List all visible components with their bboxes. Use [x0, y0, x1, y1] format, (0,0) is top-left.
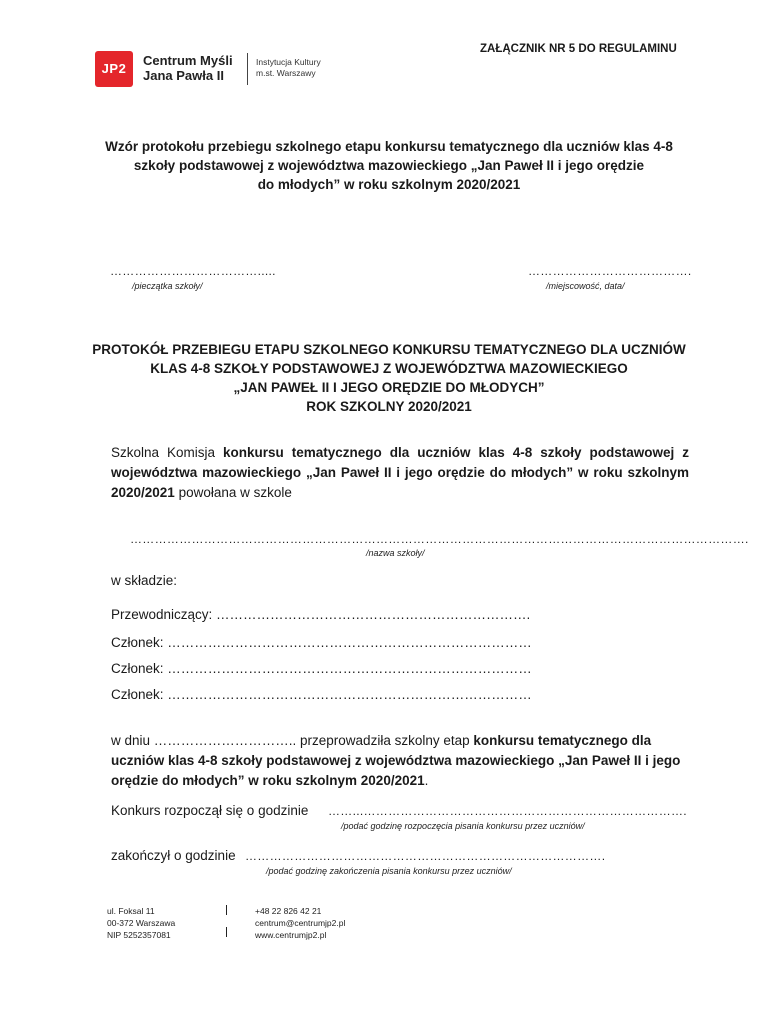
footer-address-line: ul. Foksal 11	[107, 906, 155, 916]
footer-divider	[226, 905, 227, 915]
place-date-field: ………………………………….	[528, 264, 692, 278]
protocol-title-line: KLAS 4-8 SZKOŁY PODSTAWOWEJ Z WOJEWÓDZTWA MAZOWIECKIEGO	[150, 361, 628, 376]
template-title-line: Wzór protokołu przebiegu szkolnego etapu konkursu tematycznego dla uczniów klas 4-8	[105, 139, 673, 154]
conducted-paragraph	[111, 731, 696, 791]
logo-name	[143, 53, 233, 83]
school-stamp-hint: /pieczątka szkoły/	[132, 281, 203, 291]
footer-divider	[226, 927, 227, 937]
template-title-line: do młodych” w roku szkolnym 2020/2021	[257, 177, 521, 192]
footer-website[interactable]: www.centrumjp2.pl	[255, 930, 327, 940]
logo-divider	[247, 53, 248, 85]
member-field: Członek: ………………………………………………………………………	[111, 661, 532, 676]
member-field: Członek: ………………………………………………………………………	[111, 635, 532, 650]
template-title-line: szkoły podstawowej z województwa mazowieckiego „Jan Paweł II i jego orędzie	[133, 158, 645, 173]
intro-text-end: powołana w szkole	[174, 485, 292, 500]
chairperson-field: Przewodniczący: …………………………………………………………….	[111, 607, 531, 622]
institution-line2: m.st. Warszawy	[256, 68, 316, 78]
footer-contact	[255, 905, 345, 941]
place-date-hint: /miejscowość, data/	[546, 281, 625, 291]
member-field: Członek: ………………………………………………………………………	[111, 687, 532, 702]
composition-label: w składzie:	[111, 573, 178, 588]
end-time-field: …………………………………………………………………………….	[245, 849, 606, 863]
school-name-field: …………………………………………………………………………………………………………………………………….	[130, 532, 749, 546]
intro-text: Szkolna Komisja	[111, 445, 224, 460]
footer-address-line: 00-372 Warszawa	[107, 918, 176, 928]
footer-address-line: NIP 5252357081	[107, 930, 171, 940]
institution-label	[256, 57, 321, 79]
conducted-text: w dniu ………………………….. przeprowadziła szkolny etap	[111, 733, 474, 748]
start-time-hint: /podać godzinę rozpoczęcia pisania konkursu przez uczniów/	[341, 821, 585, 831]
protocol-title-line: PROTOKÓŁ PRZEBIEGU ETAPU SZKOLNEGO KONKURSU TEMATYCZNEGO DLA UCZNIÓW	[92, 342, 686, 357]
end-time-label: zakończył o godzinie	[111, 848, 236, 863]
committee-paragraph	[111, 443, 689, 503]
school-name-hint: /nazwa szkoły/	[366, 548, 425, 558]
logo-name-line1: Centrum Myśli	[143, 53, 233, 68]
footer-email[interactable]: centrum@centrumjp2.pl	[255, 918, 346, 928]
jp2-logo-mark: JP2	[95, 51, 133, 87]
institution-line1: Instytucja Kultury	[256, 57, 321, 67]
school-stamp-field: ……………………………….....	[110, 264, 276, 278]
template-title	[90, 137, 688, 194]
end-time-hint: /podać godzinę zakończenia pisania konkursu przez uczniów/	[266, 866, 512, 876]
start-time-field: ……...…………………………………………………………………….	[328, 804, 687, 818]
conducted-text-end: .	[424, 773, 429, 788]
footer-phone: +48 22 826 42 21	[255, 906, 322, 916]
conducted-bold: konkursu tematycznego dla uczniów klas 4-8 szkoły podstawowej z województwa mazowieckiego „Jan Paweł II i jego orędzie do młodych” w roku szkolnym 2020/2021	[111, 733, 681, 788]
intro-bold: konkursu tematycznego dla uczniów klas 4-8 szkoły podstawowej z województwa mazowieckiego „Jan Paweł II i jego orędzie do młodych” w roku szkolnym 2020/2021	[111, 445, 689, 500]
protocol-title-line: ROK SZKOLNY 2020/2021	[306, 399, 472, 414]
annex-label: ZAŁĄCZNIK NR 5 DO REGULAMINU	[480, 43, 677, 55]
protocol-title-line: „JAN PAWEŁ II I JEGO ORĘDZIE DO MŁODYCH”	[233, 380, 545, 395]
footer-address	[107, 905, 175, 941]
protocol-title	[90, 340, 688, 416]
logo-name-line2: Jana Pawła II	[143, 68, 224, 83]
start-time-label: Konkurs rozpoczął się o godzinie	[111, 803, 309, 818]
